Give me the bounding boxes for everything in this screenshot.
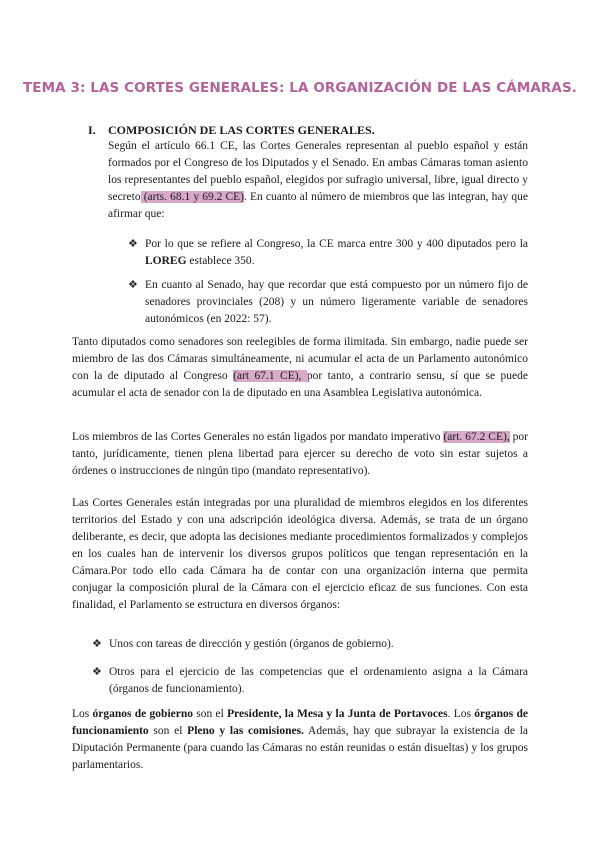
section-heading: [88, 122, 375, 139]
diamond-bullet-icon: ❖: [92, 666, 102, 678]
paragraph-reelection: [72, 334, 528, 402]
paragraph-text: son el: [148, 725, 188, 737]
paragraph-text: Tanto diputados como senadores son reelegibles de forma ilimitada. Sin embargo, nadie puede ser miembro de las dos Cámaras simultáneamente, ni acumular el acta de un Parlamento autonómico con la de diputado al Congreso: [72, 336, 528, 382]
paragraph-text: Según el artículo 66.1 CE, las Cortes Generales representan al pueblo español y están formados por el Congreso de los Diputados y el Senado. En ambas Cámaras toman asiento los representantes del pueblo español, elegidos por sufragio universal, libre, igual directo y secreto: [108, 140, 528, 203]
diamond-bullet-icon: ❖: [92, 638, 102, 650]
paragraph-text: Los miembros de las Cortes Generales no están ligados por mandato imperativo: [72, 431, 444, 443]
bold-term: LOREG: [145, 255, 187, 267]
list-item-text: Otros para el ejercicio de las competencias que el ordenamiento asigna a la Cámara (órganos de funcionamiento).: [109, 666, 528, 695]
paragraph-mandate: [72, 429, 528, 480]
section-heading-text: COMPOSICIÓN DE LAS CORTES GENERALES.: [108, 123, 375, 137]
highlighted-reference: (arts. 68.1 y 69.2 CE): [140, 191, 244, 203]
diamond-bullet-icon: ❖: [128, 279, 138, 291]
paragraph-text: por tanto, jurídicamente, tienen plena libertad para ejercer su derecho de voto sin estar sujetos a órdenes o instrucciones de ningún tipo (mandato representativo).: [72, 431, 529, 477]
paragraph-text: son el: [193, 708, 228, 720]
paragraph-text: . Los: [447, 708, 475, 720]
paragraph-text: Los: [72, 708, 93, 720]
list-item-text: En cuanto al Senado, hay que recordar que está compuesto por un número fijo de senadores provinciales (208) y un número ligeramente variable de senadores autonómicos (en 2022: 57).: [145, 279, 528, 325]
diamond-bullet-icon: ❖: [128, 238, 138, 250]
paragraph-text: Además, hay que subrayar la existencia de la Diputación Permanente (para cuando las Cámaras no están reunidas o están disueltas) y los grupos parlamentarios.: [72, 725, 529, 771]
bold-term: órganos de gobierno: [92, 708, 194, 720]
highlighted-reference: (art. 67.2 CE),: [443, 431, 510, 443]
bold-term: Presidente, la Mesa y la Junta de Portavoces: [227, 708, 448, 720]
highlighted-reference: (art 67.1 CE),: [233, 370, 307, 382]
paragraph-organs: [72, 706, 528, 774]
list-item-text: Unos con tareas de dirección y gestión (órganos de gobierno).: [109, 638, 394, 650]
document-title: TEMA 3: LAS CORTES GENERALES: LA ORGANIZACIÓN DE LAS CÁMARAS.: [22, 80, 578, 96]
paragraph-text: . En cuanto al número de miembros que las integran, hay que afirmar que:: [108, 191, 528, 220]
paragraph-text: por tanto, a contrario sensu, sí que se puede acumular el acta de senador con la de diputado en una Asamblea Legislativa autonómica.: [72, 370, 529, 399]
bold-term: órganos de funcionamiento: [72, 708, 529, 737]
list-item-text: [145, 236, 528, 270]
list-item-text-part: establece 350.: [186, 255, 255, 267]
bold-term: Pleno y las comisiones.: [187, 725, 304, 737]
section-number: I.: [88, 123, 96, 137]
paragraph-organization: Las Cortes Generales están integradas por una pluralidad de miembros elegidos en los diferentes territorios del Estado y con una adscripción ideológica diversa. Además, se trata de un órgano deliberante, es decir, que adopta las decisiones mediante procedimientos formalizados y complejos en los cuales han de intervenir los diversos grupos políticos que tengan representación en la Cámara.Por todo ello cada Cámara ha de contar con una organización interna que permita conjugar la composición plural de la Cámara con el ejercicio eficaz de sus funciones. Con esta finalidad, el Parlamento se estructura en diversos órganos:: [72, 497, 528, 611]
paragraph-composition: [108, 138, 528, 223]
list-item-text-part: Por lo que se refiere al Congreso, la CE marca entre 300 y 400 diputados pero la: [145, 238, 528, 250]
